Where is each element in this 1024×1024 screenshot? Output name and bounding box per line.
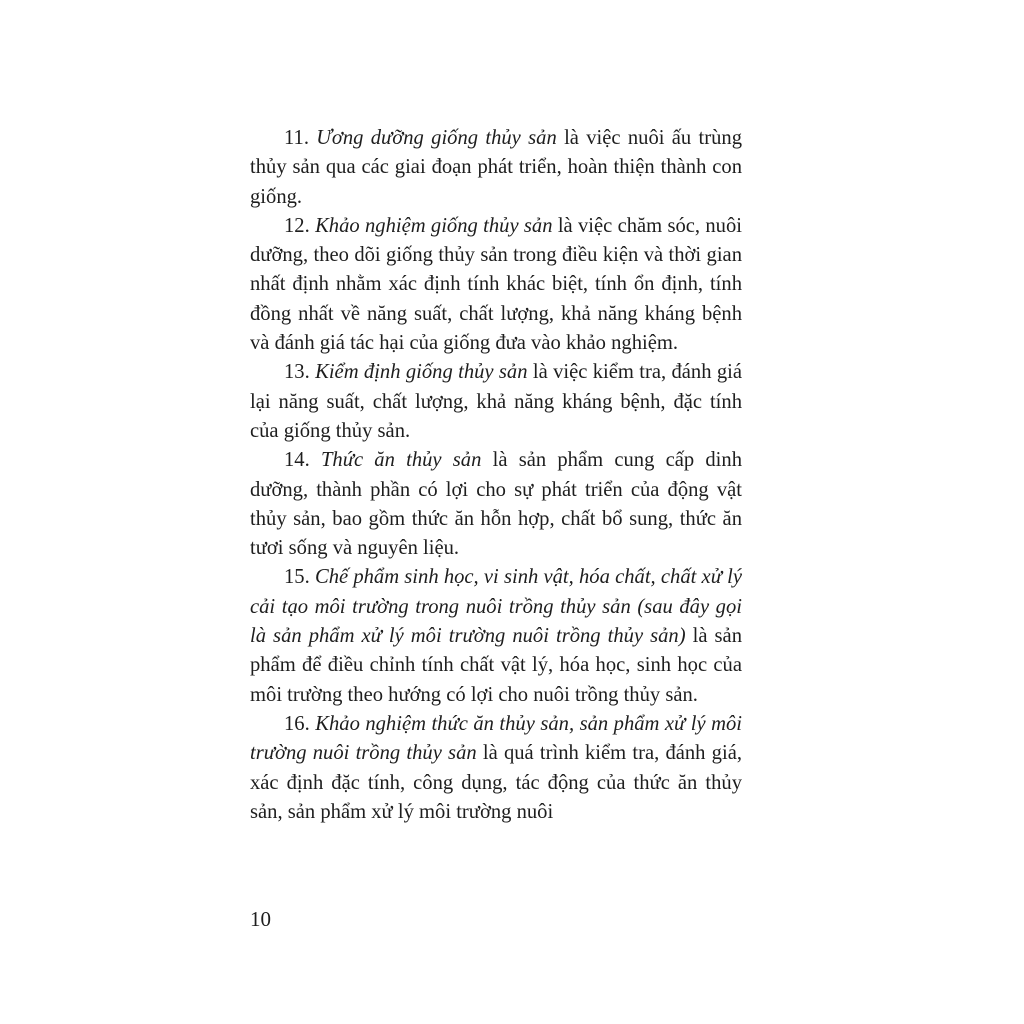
item-number: 13.	[284, 361, 310, 384]
definition-text: là việc kiểm tra, đánh giá lại năng suất, chất lượng, khả năng kháng bệnh, đặc tính của giống thủy sản.	[250, 361, 742, 442]
item-number: 14.	[284, 449, 310, 472]
definition-paragraph-14	[250, 446, 742, 563]
item-number: 15.	[284, 566, 310, 589]
definition-text: là việc nuôi ấu trùng thủy sản qua các giai đoạn phát triển, hoàn thiện thành con giống.	[250, 127, 742, 208]
defined-term: Chế phẩm sinh học, vi sinh vật, hóa chất, chất xử lý cải tạo môi trường trong nuôi trồng thủy sản (sau đây gọi là sản phẩm xử lý môi trường nuôi trồng thủy sản)	[250, 566, 742, 648]
defined-term: Khảo nghiệm giống thủy sản	[315, 214, 553, 237]
definition-paragraph-13	[250, 358, 742, 446]
item-number: 12.	[284, 214, 310, 237]
defined-term: Thức ăn thủy sản	[320, 449, 482, 472]
definition-paragraph-15	[250, 563, 742, 709]
item-number: 16.	[284, 712, 310, 735]
page-body	[250, 124, 742, 827]
definition-paragraph-16	[250, 710, 742, 827]
defined-term: Ương dưỡng giống thủy sản	[316, 127, 557, 149]
definition-text: là sản phẩm cung cấp dinh dưỡng, thành phần có lợi cho sự phát triển của động vật thủy sản, bao gồm thức ăn hỗn hợp, chất bổ sung, thức ăn tươi sống và nguyên liệu.	[250, 449, 742, 560]
definition-text: là sản phẩm để điều chỉnh tính chất vật lý, hóa học, sinh học của môi trường theo hướng có lợi cho nuôi trồng thủy sản.	[250, 625, 742, 706]
definition-text: là việc chăm sóc, nuôi dưỡng, theo dõi giống thủy sản trong điều kiện và thời gian nhất định nhằm xác định tính khác biệt, tính ổn định, tính đồng nhất về năng suất, chất lượng, khả năng kháng bệnh và đánh giá tác hại của giống đưa vào khảo nghiệm.	[250, 214, 742, 355]
defined-term: Khảo nghiệm thức ăn thủy sản, sản phẩm xử lý môi trường nuôi trồng thủy sản	[250, 712, 742, 765]
item-number: 11.	[284, 127, 309, 149]
definition-paragraph-12	[250, 212, 742, 358]
defined-term: Kiểm định giống thủy sản	[315, 361, 528, 384]
page-number: 10	[250, 907, 271, 931]
definition-paragraph-11	[250, 124, 742, 212]
definition-text: là quá trình kiểm tra, đánh giá, xác định đặc tính, công dụng, tác động của thức ăn thủy sản, sản phẩm xử lý môi trường nuôi	[250, 742, 742, 823]
